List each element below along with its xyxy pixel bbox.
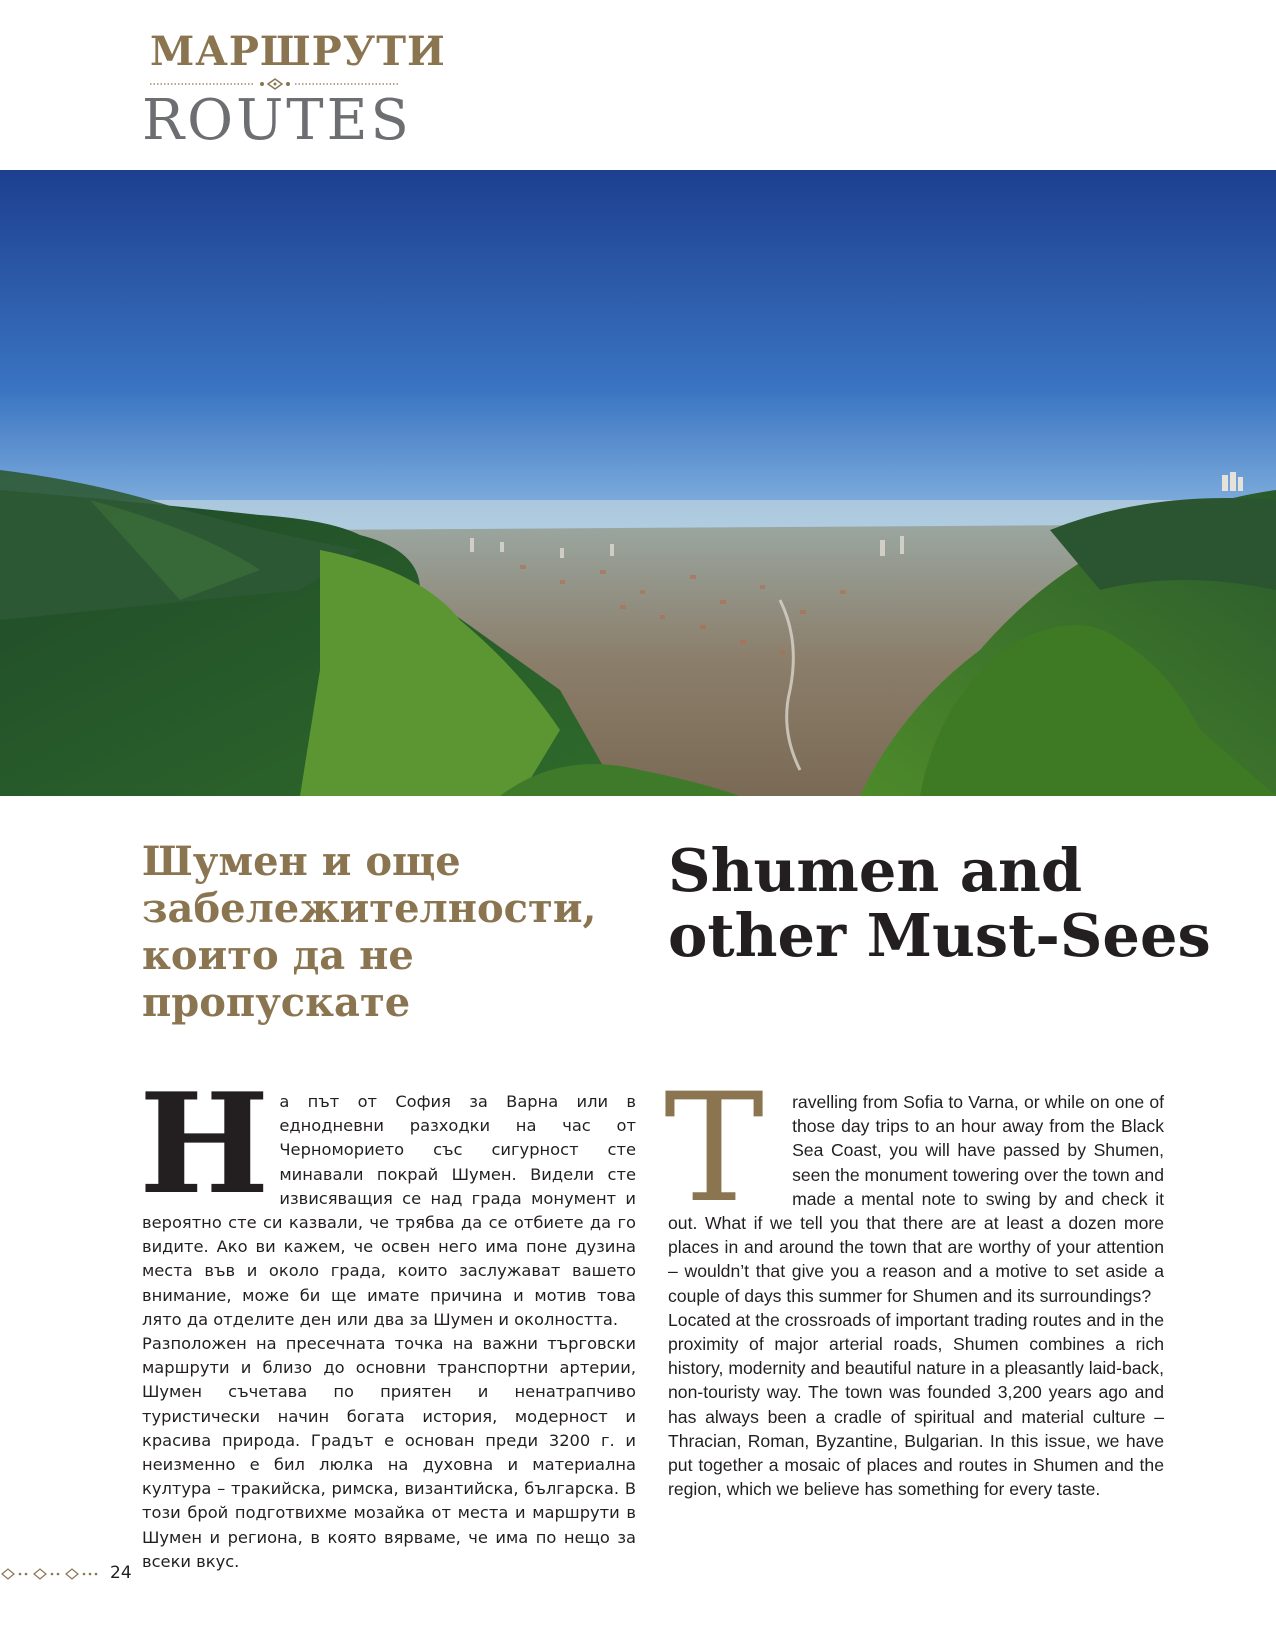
dropcap-bg: Н <box>139 1062 270 1225</box>
dropcap-en: T <box>664 1062 765 1236</box>
paragraph-bg-2: Разположен на пресечната точка на важни търговски маршрути и близо до основни транспортни артерии, Шумен съчетава по приятен и ненатрапчиво туристически начин богата история, модерност и красива природа. Градът е основан преди 3200 г. и неизменно е бил люлка на духовна и материална култура – тракийска, римска, византийска, българска. В този брой подготвихме мозайка от места и маршрути в Шумен и региона, в която вярваме, че има по нещо за всеки вкус. <box>142 1334 636 1571</box>
ornament-border-icon <box>0 1567 102 1581</box>
page-number: 24 <box>110 1563 132 1583</box>
paragraph-bg-1: а път от София за Варна или в еднодневни разходки на час от Черноморието със сигурност сте минавали покрай Шумен. Видели сте извисяващия се над града монумент и вероятно сте си казвали, че трябва да се отбиете да го видите. Ако ви кажем, че освен него има поне дузина места във и около града, които заслужават вашето внимание, може би ще имате причина и мотив това лято да отделите ден или два за Шумен и околността. <box>142 1092 636 1329</box>
hero-image <box>0 170 1276 796</box>
article-column-bg <box>139 1062 636 1574</box>
paragraph-en-1: ravelling from Sofia to Varna, or while on one of those day trips to an hour away from the Black Sea Coast, you will have passed by Shumen, seen the monument towering over the town and made a mental note to swing by and check it out. What if we tell you that there are at least a dozen more places in and around the town that are worthy of your attention – wouldn’t that give you a reason and a motive to set aside a couple of days this summer for Shumen and its surroundings? <box>668 1092 1164 1306</box>
section-title-en: ROUTES <box>142 88 412 153</box>
paragraph-en-2: Located at the crossroads of important trading routes and in the proximity of major arterial roads, Shumen combines a rich history, modernity and beautiful nature in a pleasantly laid-back, non-touristy way. The town was founded 3,200 years ago and has always been a cradle of spiritual and material culture – Thracian, Roman, Byzantine, Bulgarian. In this issue, we have put together a mosaic of places and routes in Shumen and the region, which we believe has something for every taste. <box>668 1309 1164 1500</box>
article-column-en <box>664 1062 1164 1501</box>
section-title-bg: МАРШРУТИ <box>150 28 446 75</box>
headline-bg: Шумен и още забележителности, които да не пропускате <box>142 838 597 1026</box>
headline-en: Shumen and other Must-Sees <box>668 836 1211 970</box>
